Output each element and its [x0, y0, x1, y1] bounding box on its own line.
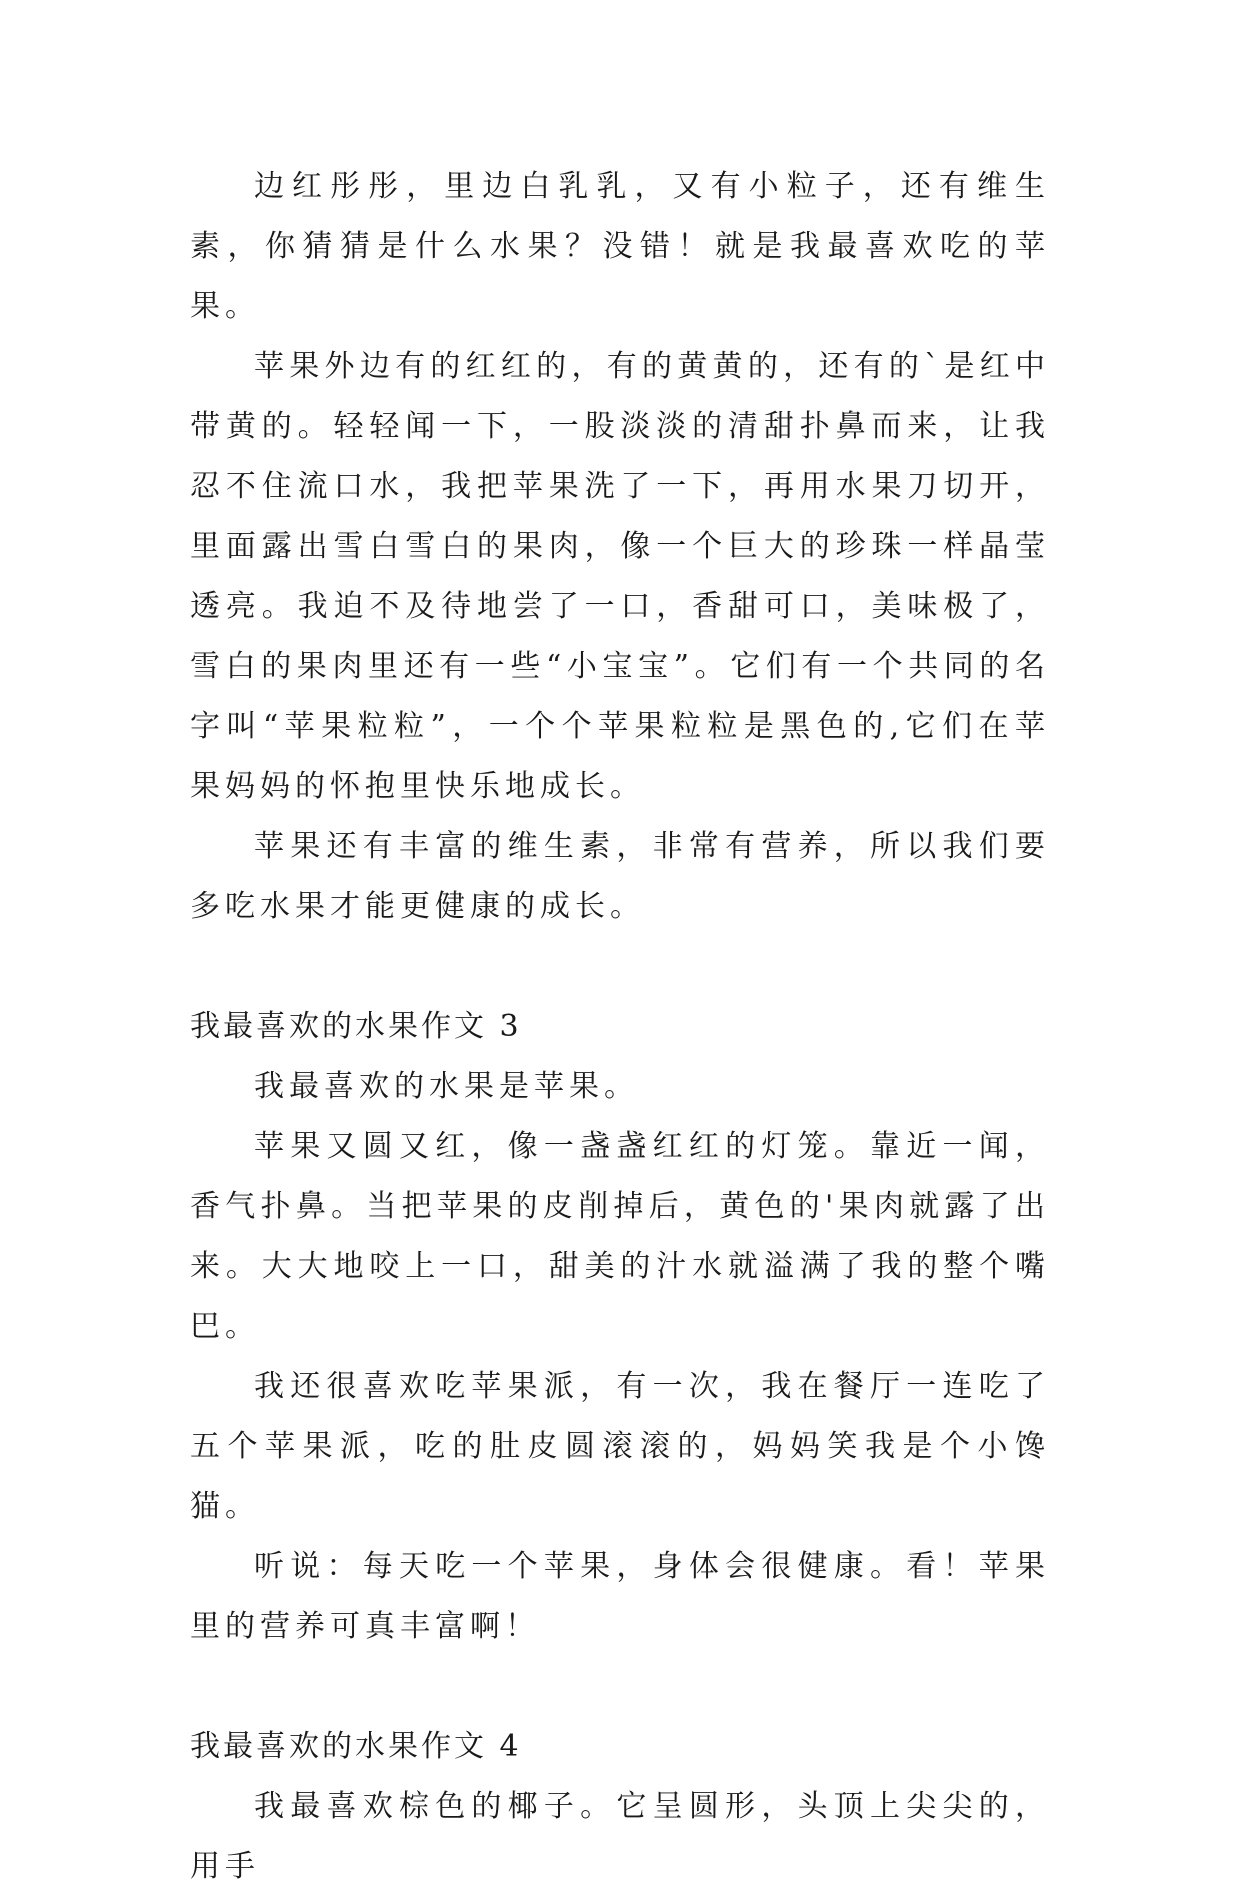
paragraph-apple-description: 苹果外边有的红红的，有的黄黄的，还有的`是红中带黄的。轻轻闻一下，一股淡淡的清甜扑鼻而来，让我忍不住流口水，我把苹果洗了一下，再用水果刀切开，里面露出雪白雪白的果肉，像一个巨大的珍珠一样晶莹透亮。我迫不及待地尝了一口，香甜可口，美味极了，雪白的果肉里还有一些“小宝宝”。它们有一个共同的名字叫“苹果粒粒”，一个个苹果粒粒是黑色的,它们在苹果妈妈的怀抱里快乐地成长。	[190, 349, 1050, 804]
section-heading-essay-4: 我最喜欢的水果作文 4	[190, 1729, 522, 1764]
paragraph-apple-lantern: 苹果又圆又红，像一盏盏红红的灯笼。靠近一闻，香气扑鼻。当把苹果的皮削掉后，黄色的'果肉就露了出来。大大地咬上一口，甜美的汁水就溢满了我的整个嘴巴。	[190, 1129, 1050, 1344]
paragraph-apple-nutrition: 苹果还有丰富的维生素，非常有营养，所以我们要多吃水果才能更健康的成长。	[190, 829, 1050, 924]
paragraph-favorite-apple: 我最喜欢的水果是苹果。	[254, 1069, 639, 1104]
paragraph-apple-health: 听说：每天吃一个苹果，身体会很健康。看！苹果里的营养可真丰富啊！	[190, 1549, 1050, 1644]
section-heading-essay-3: 我最喜欢的水果作文 3	[190, 1009, 522, 1044]
document-body	[190, 157, 1050, 1897]
paragraph-coconut: 我最喜欢棕色的椰子。它呈圆形，头顶上尖尖的，用手	[190, 1789, 1050, 1884]
paragraph-apple-riddle: 边红彤彤，里边白乳乳，又有小粒子，还有维生素，你猜猜是什么水果？没错！就是我最喜欢吃的苹果。	[190, 169, 1050, 324]
paragraph-apple-pie: 我还很喜欢吃苹果派，有一次，我在餐厅一连吃了五个苹果派，吃的肚皮圆滚滚的，妈妈笑我是个小馋猫。	[190, 1369, 1050, 1524]
